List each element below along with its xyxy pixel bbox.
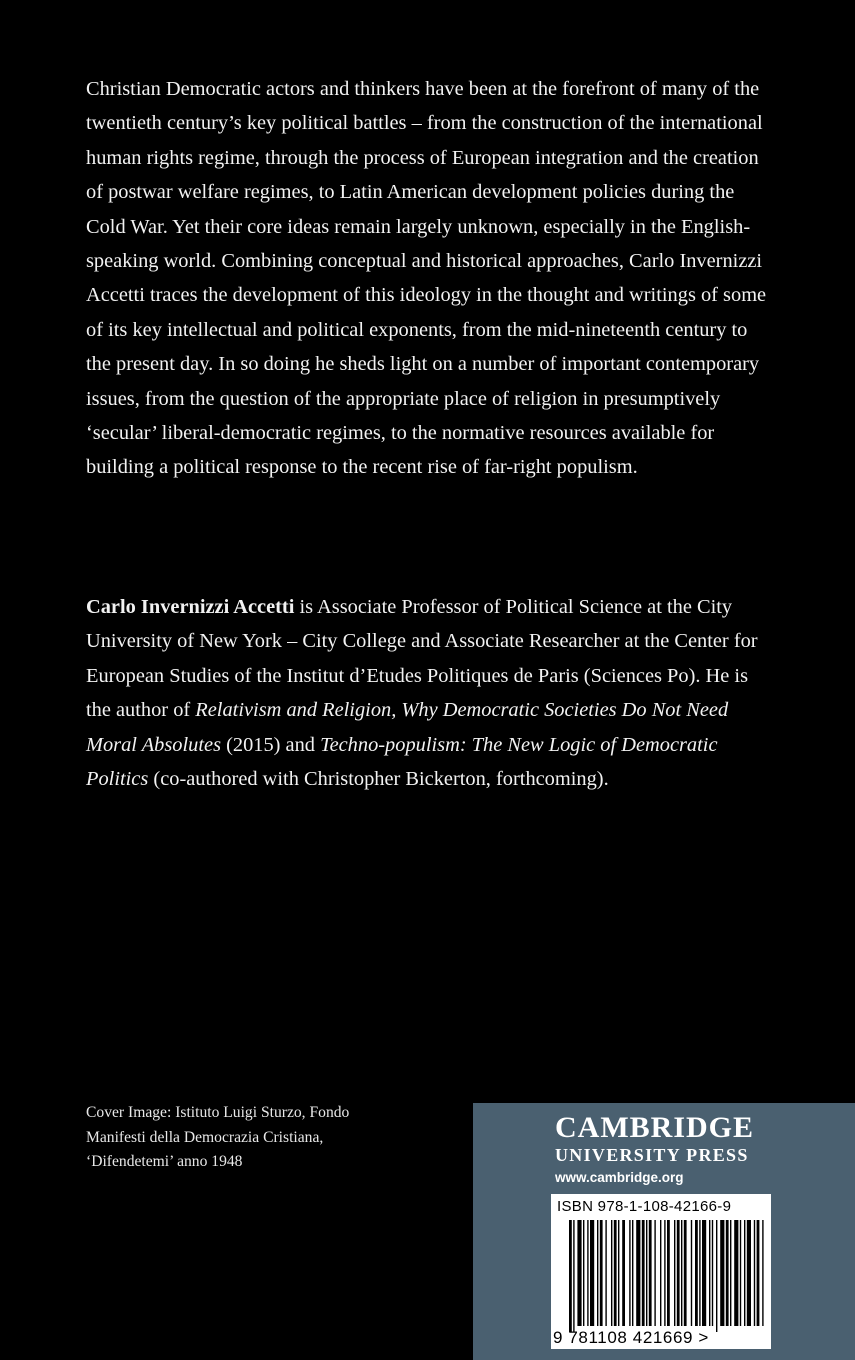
barcode-box bbox=[551, 1194, 771, 1349]
book-title-2: Techno-populism: The New Logic of Democratic Politics bbox=[86, 733, 718, 791]
publisher-panel bbox=[473, 1103, 855, 1360]
bio-text-1: is Associate Professor of Political Science at the City University of New York – City College and Associate Researcher at the Center for European Studies of the Institut d’Etudes Politiques de Paris (Sciences Po). He is the author of bbox=[86, 596, 758, 722]
author-bio bbox=[86, 590, 776, 796]
author-name: Carlo Invernizzi Accetti bbox=[86, 596, 295, 618]
bio-text-2: (2015) and bbox=[221, 733, 321, 756]
barcode-icon bbox=[551, 1194, 771, 1349]
credit-line-3: ‘Difendetemi’ anno 1948 bbox=[86, 1153, 243, 1171]
publisher-subtitle: UNIVERSITY PRESS bbox=[555, 1145, 749, 1165]
publisher-name: CAMBRIDGE bbox=[555, 1111, 755, 1144]
publisher-url: www.cambridge.org bbox=[555, 1170, 684, 1185]
book-title-1: Relativism and Religion, Why Democratic Societies Do Not Need Moral Absolutes bbox=[86, 699, 729, 756]
credit-line-2: Manifesti della Democrazia Cristiana, bbox=[86, 1128, 324, 1146]
isbn-label: ISBN 978-1-108-42166-9 bbox=[557, 1198, 732, 1215]
cover-image-credit bbox=[86, 1101, 446, 1175]
book-description: Christian Democratic actors and thinkers have been at the forefront of many of the twentieth century’s key political battles – from the construction of the international human rights regime, through the process of European integration and the creation of postwar welfare regimes, to Latin American development policies during the Cold War. Yet their core ideas remain largely unknown, especially in the English-speaking world. Combining conceptual and historical approaches, Carlo Invernizzi Accetti traces the development of this ideology in the thought and writings of some of its key intellectual and political exponents, from the mid-nineteenth century to the present day. In so doing he sheds light on a number of important contemporary issues, from the question of the appropriate place of religion in presumptively ‘secular’ liberal-democratic regimes, to the normative resources available for building a political response to the recent rise of far-right populism. bbox=[86, 78, 767, 479]
bio-text-3: (co-authored with Christopher Bickerton, forthcoming). bbox=[148, 768, 609, 791]
isbn-digits: 9 781108 421669 > bbox=[553, 1328, 709, 1347]
credit-line-1: Cover Image: Istituto Luigi Sturzo, Fondo bbox=[86, 1104, 350, 1121]
